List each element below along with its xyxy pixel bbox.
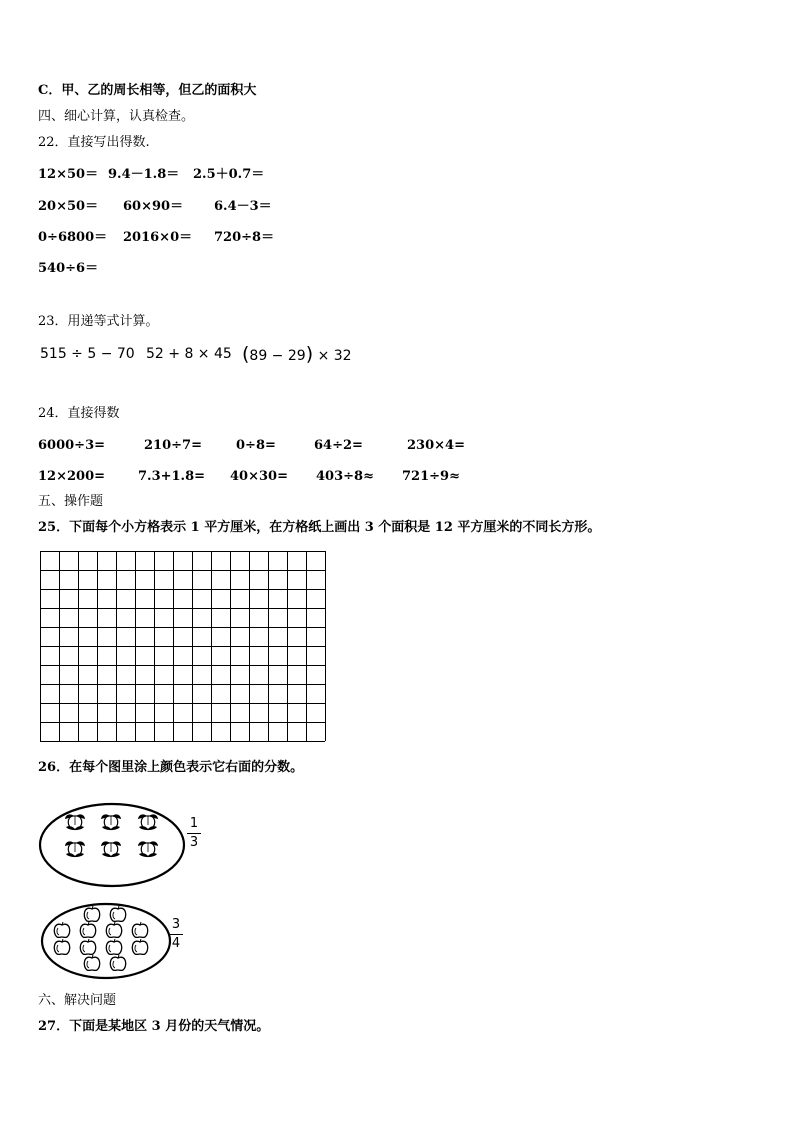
fraction-bar bbox=[187, 833, 201, 834]
paren-open: ( bbox=[242, 343, 250, 365]
q24-item: 230×4= bbox=[407, 438, 465, 453]
apple-icon bbox=[54, 922, 69, 937]
apple-icon bbox=[132, 939, 147, 954]
q22-item: 60×90＝ bbox=[123, 199, 184, 214]
fraction-three-quarters bbox=[169, 918, 183, 951]
peach-icon bbox=[101, 814, 121, 830]
q22-item: 720÷8＝ bbox=[214, 230, 275, 245]
question-25-title: 25．下面每个小方格表示 1 平方厘米，在方格纸上画出 3 个面积是 12 平方厘米的不同长方形。 bbox=[38, 520, 601, 535]
q24-item: 721÷9≈ bbox=[402, 469, 460, 484]
numerator: 3 bbox=[171, 917, 181, 932]
q22-item: 6.4－3＝ bbox=[214, 199, 272, 214]
apple-oval-figure bbox=[40, 900, 175, 982]
q24-item: 12×200= bbox=[38, 469, 106, 484]
apple-icon bbox=[106, 922, 121, 937]
q22-item: 2016×0＝ bbox=[123, 230, 193, 245]
apple-icon bbox=[80, 939, 95, 954]
question-27-title: 27．下面是某地区 3 月份的天气情况。 bbox=[38, 1019, 270, 1034]
q22-item: 0÷6800＝ bbox=[38, 230, 108, 245]
q23-expr-1: 515 ÷ 5 − 70 bbox=[40, 346, 135, 362]
q22-item: 20×50＝ bbox=[38, 199, 99, 214]
peach-icon bbox=[65, 841, 85, 857]
q22-item: 2.5＋0.7＝ bbox=[193, 167, 265, 182]
apple-icon bbox=[132, 922, 147, 937]
apple-icon bbox=[84, 906, 99, 921]
peach-oval-figure bbox=[38, 795, 188, 895]
q24-item: 0÷8= bbox=[236, 438, 276, 453]
expr-tail: × 32 bbox=[317, 348, 352, 364]
q24-item: 403÷8≈ bbox=[316, 469, 374, 484]
question-24-title: 24．直接得数 bbox=[38, 406, 120, 421]
apple-icon bbox=[110, 955, 125, 970]
section-6-heading: 六、解决问题 bbox=[38, 993, 117, 1008]
q24-item: 40×30= bbox=[230, 469, 288, 484]
square-grid[interactable] bbox=[40, 551, 326, 743]
fraction-one-third bbox=[187, 817, 201, 850]
apple-icon bbox=[110, 906, 125, 921]
q23-expr-3 bbox=[242, 343, 352, 365]
section-5-heading: 五、操作题 bbox=[38, 494, 104, 509]
peach-icon bbox=[138, 841, 158, 857]
peach-icon bbox=[138, 814, 158, 830]
q22-item: 9.4－1.8＝ bbox=[108, 167, 180, 182]
q24-item: 210÷7= bbox=[144, 438, 202, 453]
q24-item: 64÷2= bbox=[314, 438, 363, 453]
denominator: 4 bbox=[171, 936, 181, 951]
section-4-heading: 四、细心计算，认真检查。 bbox=[38, 109, 195, 124]
q24-item: 6000÷3= bbox=[38, 438, 106, 453]
question-23-title: 23．用递等式计算。 bbox=[38, 314, 159, 329]
paren-close: ) bbox=[305, 343, 314, 365]
apple-icon bbox=[106, 939, 121, 954]
apple-icon bbox=[54, 939, 69, 954]
question-26-title: 26．在每个图里涂上颜色表示它右面的分数。 bbox=[38, 760, 304, 775]
option-c: C．甲、乙的周长相等，但乙的面积大 bbox=[38, 83, 257, 98]
q23-expr-2: 52 + 8 × 45 bbox=[146, 346, 232, 362]
apple-icon bbox=[84, 955, 99, 970]
peach-icon bbox=[101, 841, 121, 857]
q24-item: 7.3+1.8= bbox=[138, 469, 206, 484]
peach-icon bbox=[65, 814, 85, 830]
numerator: 1 bbox=[189, 816, 199, 831]
q22-item: 12×50＝ bbox=[38, 167, 99, 182]
apple-icon bbox=[80, 922, 95, 937]
fraction-bar bbox=[169, 934, 183, 935]
question-22-title: 22．直接写出得数. bbox=[38, 135, 150, 150]
paren-inner: 89 − 29 bbox=[249, 348, 306, 364]
denominator: 3 bbox=[189, 835, 199, 850]
q22-item: 540÷6＝ bbox=[38, 261, 99, 276]
